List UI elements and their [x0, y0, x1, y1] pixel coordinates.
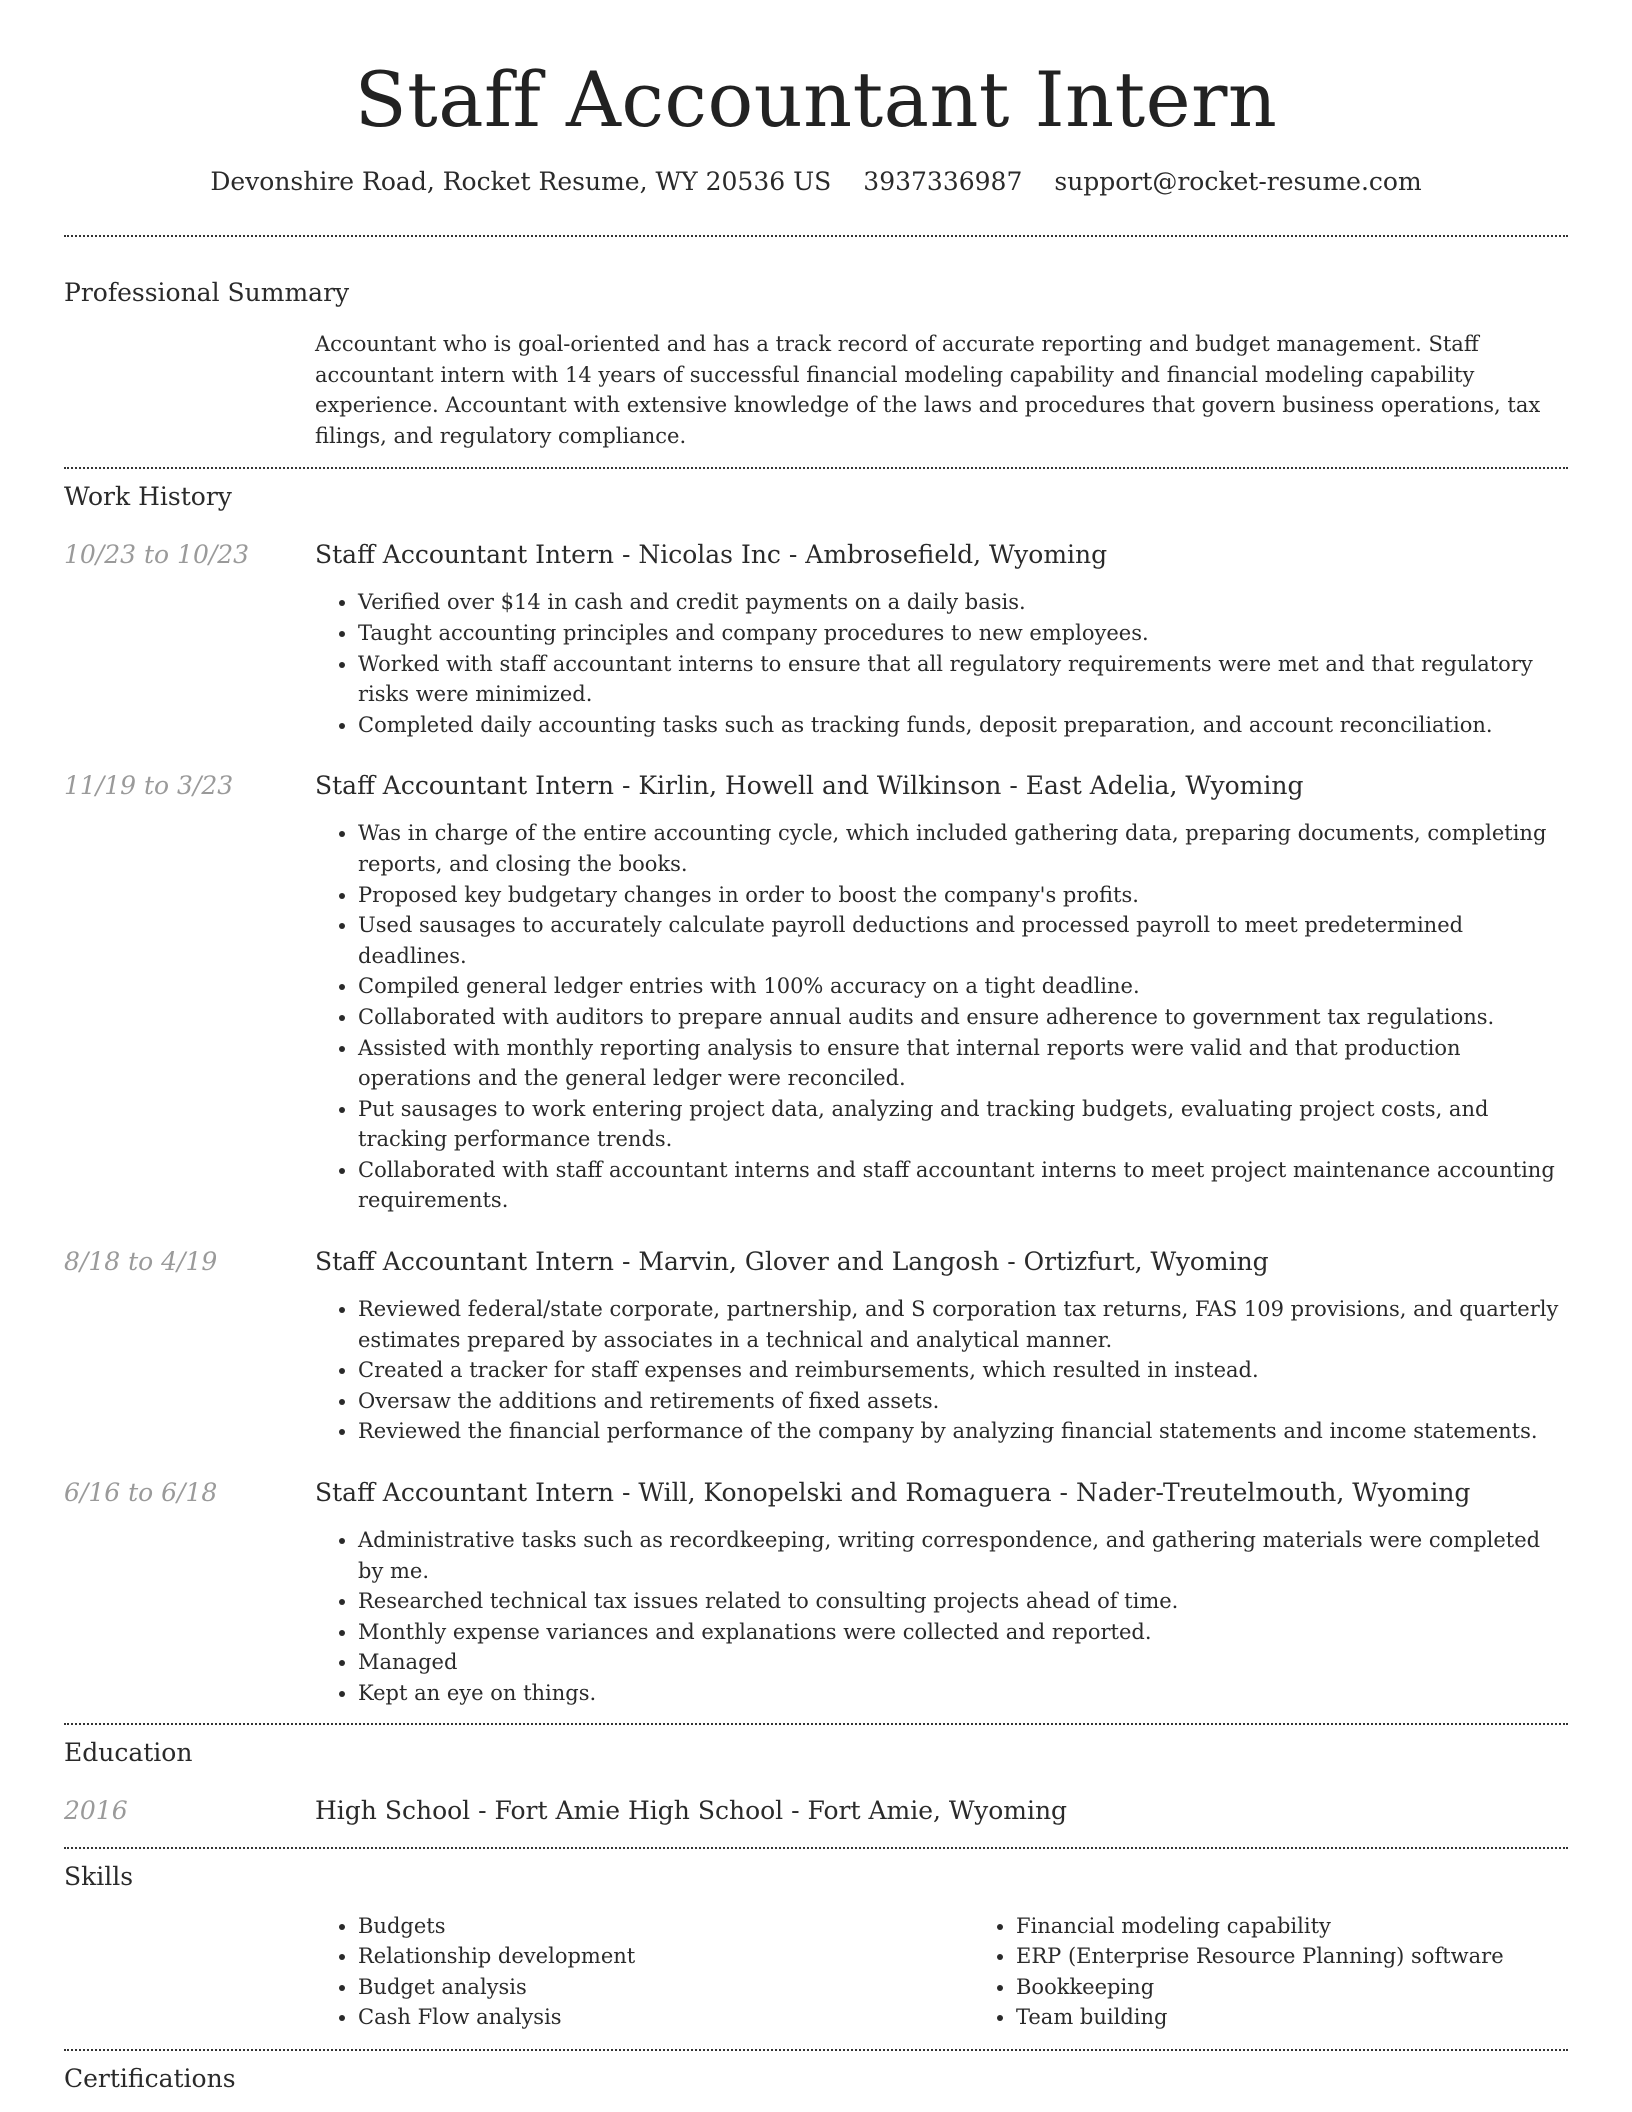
resume-name: Staff Accountant Intern [354, 55, 1278, 144]
education-title: High School - Fort Amie High School - Fort Amie, Wyoming [315, 1795, 1068, 1825]
job-title: Staff Accountant Intern - Marvin, Glover and Langosh - Ortizfurt, Wyoming [315, 1247, 1269, 1277]
skill-item: • Team building [1016, 2002, 1631, 2033]
job-dates: 11/19 to 3/23 [64, 771, 234, 801]
list-item: • Researched technical tax issues related to consulting projects ahead of time. [358, 1586, 1568, 1617]
list-item: • Worked with staff accountant interns to ensure that all regulatory requirements were met and that regulatory risks were minimized. [358, 649, 1568, 710]
list-item: • Managed [358, 1647, 1568, 1678]
job-bullets [315, 1525, 1568, 1709]
list-item: • Put sausages to work entering project data, analyzing and tracking budgets, evaluating project costs, and tracking performance trends. [358, 1094, 1568, 1155]
list-item: • Administrative tasks such as recordkeeping, writing correspondence, and gathering materials were completed by me. [358, 1525, 1568, 1586]
job-dates: 6/16 to 6/18 [64, 1478, 218, 1508]
job-entry [64, 1246, 1568, 1447]
section-title-certifications: Certifications [64, 2063, 236, 2093]
skills-spacer [64, 1911, 315, 2033]
education-entry [64, 1795, 1568, 1827]
contact-phone: 3937336987 [863, 167, 1023, 196]
skill-item: • ERP (Enterprise Resource Planning) software [1016, 1941, 1631, 1972]
skills-row [64, 1911, 1568, 2033]
job-bullets [315, 587, 1568, 740]
skill-item: • Financial modeling capability [1016, 1911, 1631, 1942]
list-item: • Kept an eye on things. [358, 1678, 1568, 1709]
list-item: • Completed daily accounting tasks such as tracking funds, deposit preparation, and account reconciliation. [358, 710, 1568, 741]
section-title-summary: Professional Summary [64, 278, 350, 307]
contact-address: Devonshire Road, Rocket Resume, WY 20536 US [210, 167, 832, 196]
contact-line [64, 166, 1568, 198]
job-dates: 10/23 to 10/23 [64, 540, 250, 570]
list-item: • Taught accounting principles and company procedures to new employees. [358, 618, 1568, 649]
divider-education [64, 1847, 1568, 1849]
list-item: • Created a tracker for staff expenses and reimbursements, which resulted in instead. [358, 1355, 1568, 1386]
skill-item: • Budget analysis [358, 1972, 973, 2003]
job-entry [64, 1477, 1568, 1709]
section-title-education: Education [64, 1737, 193, 1767]
list-item: • Oversaw the additions and retirements of fixed assets. [358, 1386, 1568, 1417]
skill-item: • Relationship development [358, 1941, 973, 1972]
summary-spacer [64, 329, 315, 451]
list-item: • Collaborated with staff accountant interns and staff accountant interns to meet project maintenance accounting requirements. [358, 1155, 1568, 1216]
section-title-skills: Skills [64, 1861, 134, 1891]
section-title-work: Work History [64, 482, 232, 512]
skill-item: • Budgets [358, 1911, 973, 1942]
contact-email[interactable]: support@rocket-resume.com [1054, 167, 1422, 196]
list-item: • Used sausages to accurately calculate payroll deductions and processed payroll to meet predetermined deadlines. [358, 910, 1568, 971]
job-dates: 8/18 to 4/19 [64, 1247, 218, 1277]
skills-list-left [315, 1911, 973, 2033]
education-date: 2016 [64, 1795, 128, 1825]
list-item: • Verified over $14 in cash and credit payments on a daily basis. [358, 587, 1568, 618]
summary-row [64, 329, 1568, 451]
job-title: Staff Accountant Intern - Kirlin, Howell and Wilkinson - East Adelia, Wyoming [315, 771, 1304, 801]
skill-item: • Cash Flow analysis [358, 2002, 973, 2033]
divider-skills [64, 2049, 1568, 2051]
summary-text: Accountant who is goal-oriented and has a track record of accurate reporting and budget management. Staff accountant intern with 14 years of successful financial modeling capability and financial modeling capability experience. Accountant with extensive knowledge of the laws and procedures that govern business operations, tax filings, and regulatory compliance. [315, 332, 1541, 448]
list-item: • Reviewed the financial performance of the company by analyzing financial statements and income statements. [358, 1416, 1568, 1447]
skills-list-right [973, 1911, 1631, 2033]
list-item: • Reviewed federal/state corporate, partnership, and S corporation tax returns, FAS 109 provisions, and quarterly estimates prepared by associates in a technical and analytical manner. [358, 1294, 1568, 1355]
job-bullets [315, 1294, 1568, 1447]
job-entry [64, 539, 1568, 740]
job-title: Staff Accountant Intern - Will, Konopelski and Romaguera - Nader-Treutelmouth, Wyoming [315, 1478, 1471, 1508]
skills-grid [315, 1911, 1631, 2033]
list-item: • Monthly expense variances and explanations were collected and reported. [358, 1617, 1568, 1648]
skill-item: • Bookkeeping [1016, 1972, 1631, 2003]
job-entry [64, 770, 1568, 1216]
list-item: • Compiled general ledger entries with 100% accuracy on a tight deadline. [358, 971, 1568, 1002]
list-item: • Was in charge of the entire accounting cycle, which included gathering data, preparing documents, completing reports, and closing the books. [358, 818, 1568, 879]
divider-header [64, 235, 1568, 237]
list-item: • Assisted with monthly reporting analysis to ensure that internal reports were valid and that production operations and the general ledger were reconciled. [358, 1033, 1568, 1094]
job-title: Staff Accountant Intern - Nicolas Inc - Ambrosefield, Wyoming [315, 540, 1108, 570]
job-bullets [315, 818, 1568, 1216]
divider-summary [64, 467, 1568, 469]
list-item: • Collaborated with auditors to prepare annual audits and ensure adherence to government tax regulations. [358, 1002, 1568, 1033]
divider-work [64, 1723, 1568, 1725]
list-item: • Proposed key budgetary changes in order to boost the company's profits. [358, 880, 1568, 911]
